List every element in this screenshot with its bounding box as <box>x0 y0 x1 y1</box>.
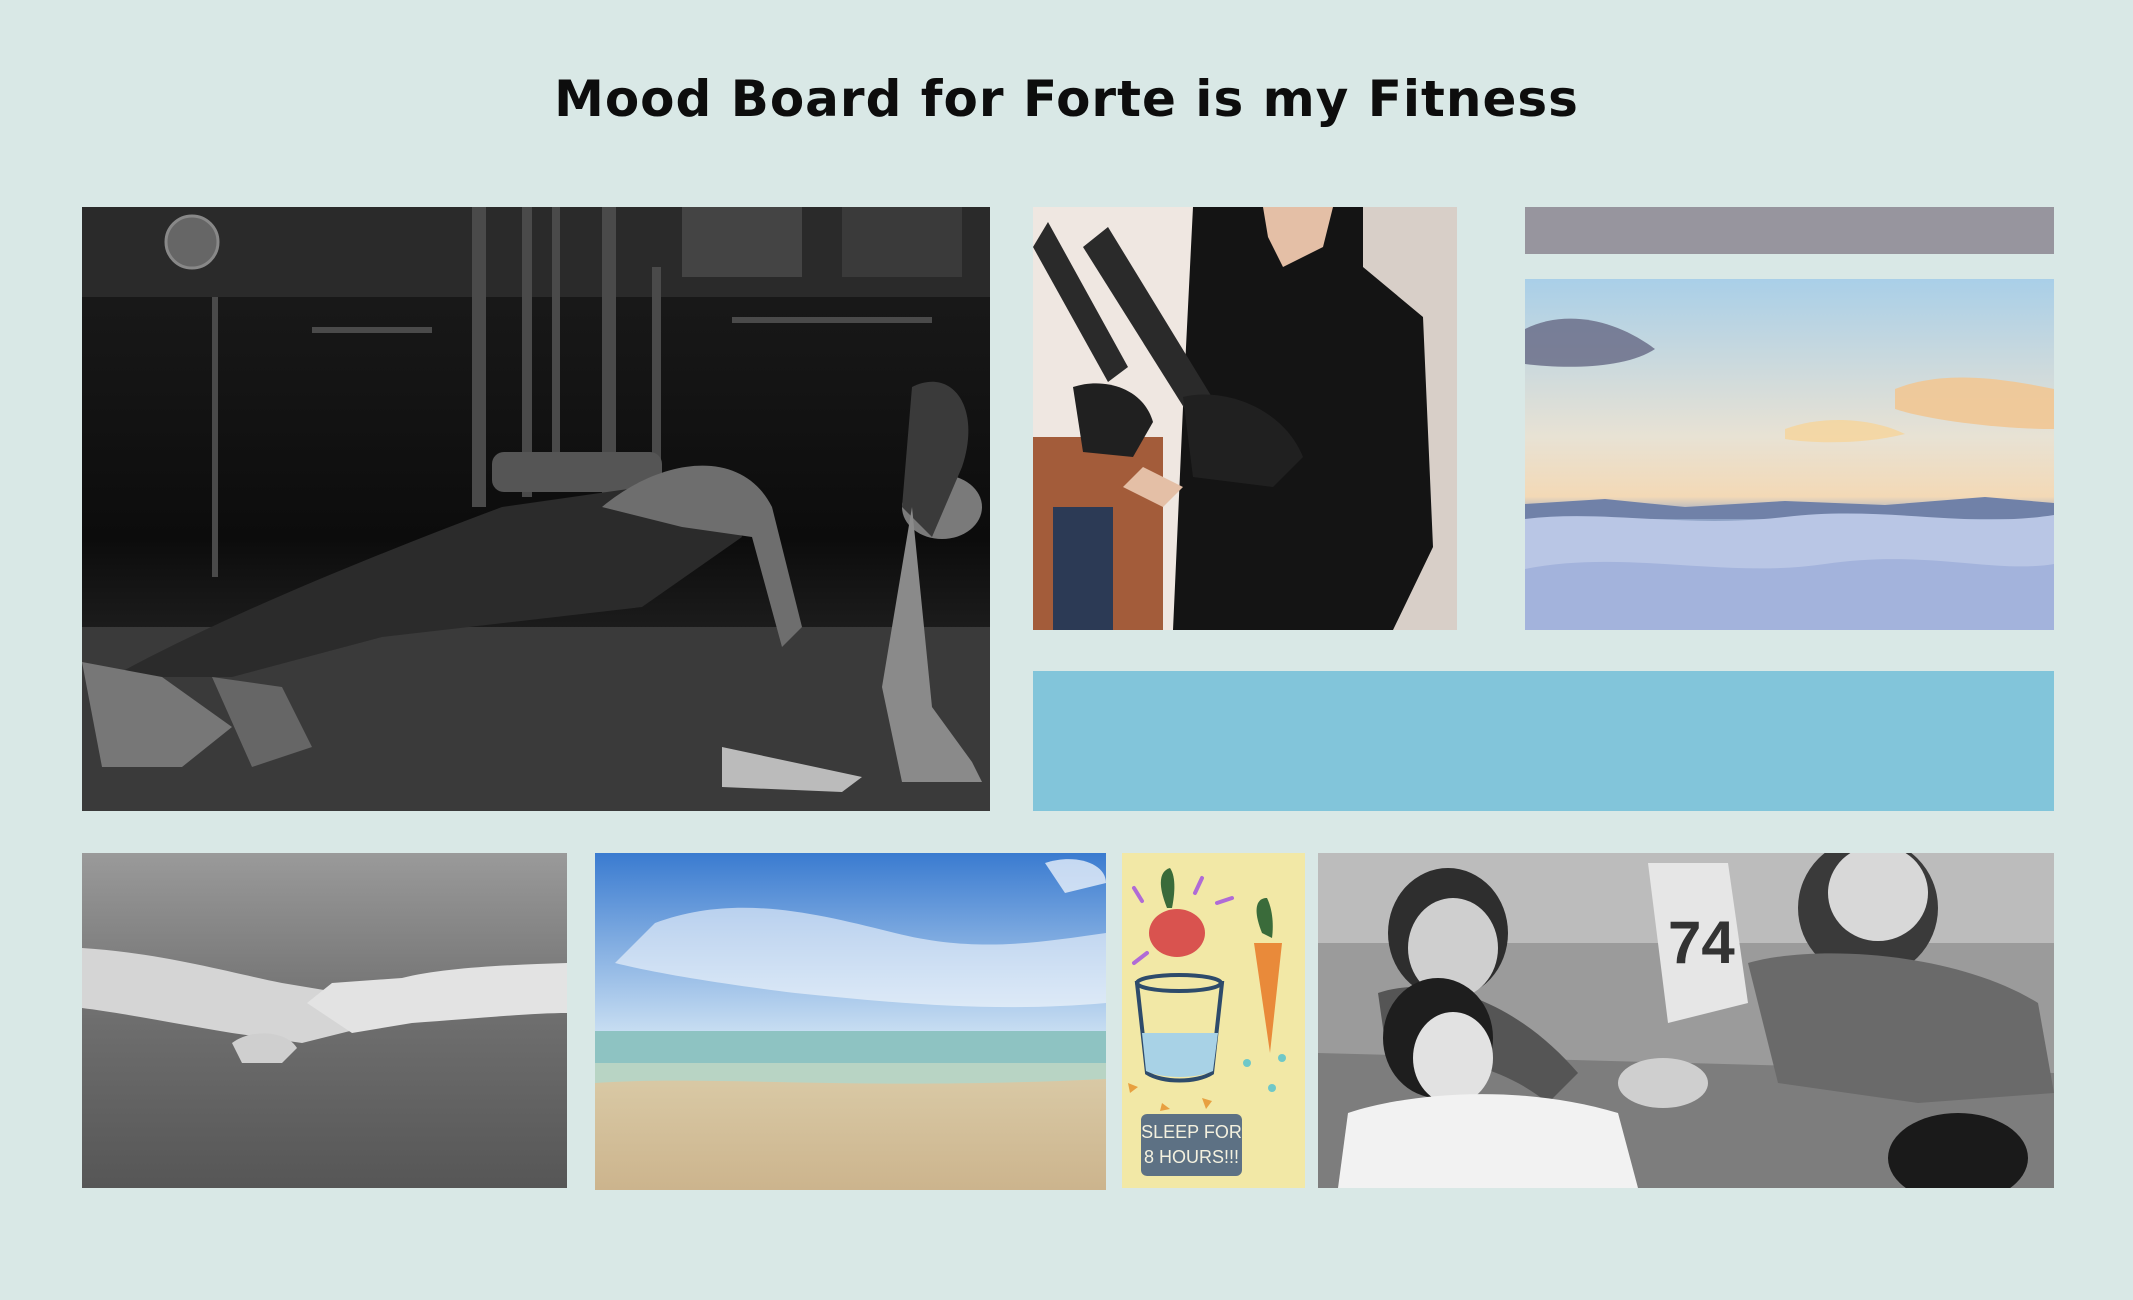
carrot-leaf-icon <box>1257 898 1273 938</box>
radish-leaf-icon <box>1161 868 1175 908</box>
carrot-icon <box>1254 943 1282 1053</box>
svg-text:74: 74 <box>1668 909 1735 976</box>
beach-photo <box>595 853 1106 1190</box>
glass-icon <box>1137 975 1222 1081</box>
gym-plank-photo <box>82 207 990 811</box>
team-hands-photo <box>1318 853 2054 1188</box>
radish-icon <box>1149 909 1205 957</box>
clasped-hands-photo <box>82 853 567 1188</box>
healthy-habits-illustration <box>1122 853 1305 1188</box>
page-title: Mood Board for Forte is my Fitness <box>554 70 1579 128</box>
grey-swatch <box>1525 207 2054 254</box>
battle-rope-photo <box>1033 207 1457 630</box>
sleep-line-2: 8 HOURS!!! <box>1143 1147 1240 1167</box>
sleep-line-1: SLEEP FOR <box>1141 1122 1242 1142</box>
blue-swatch <box>1033 671 2054 811</box>
clouds-sunrise-photo <box>1525 279 2054 630</box>
sleep-reminder <box>1141 1114 1242 1176</box>
